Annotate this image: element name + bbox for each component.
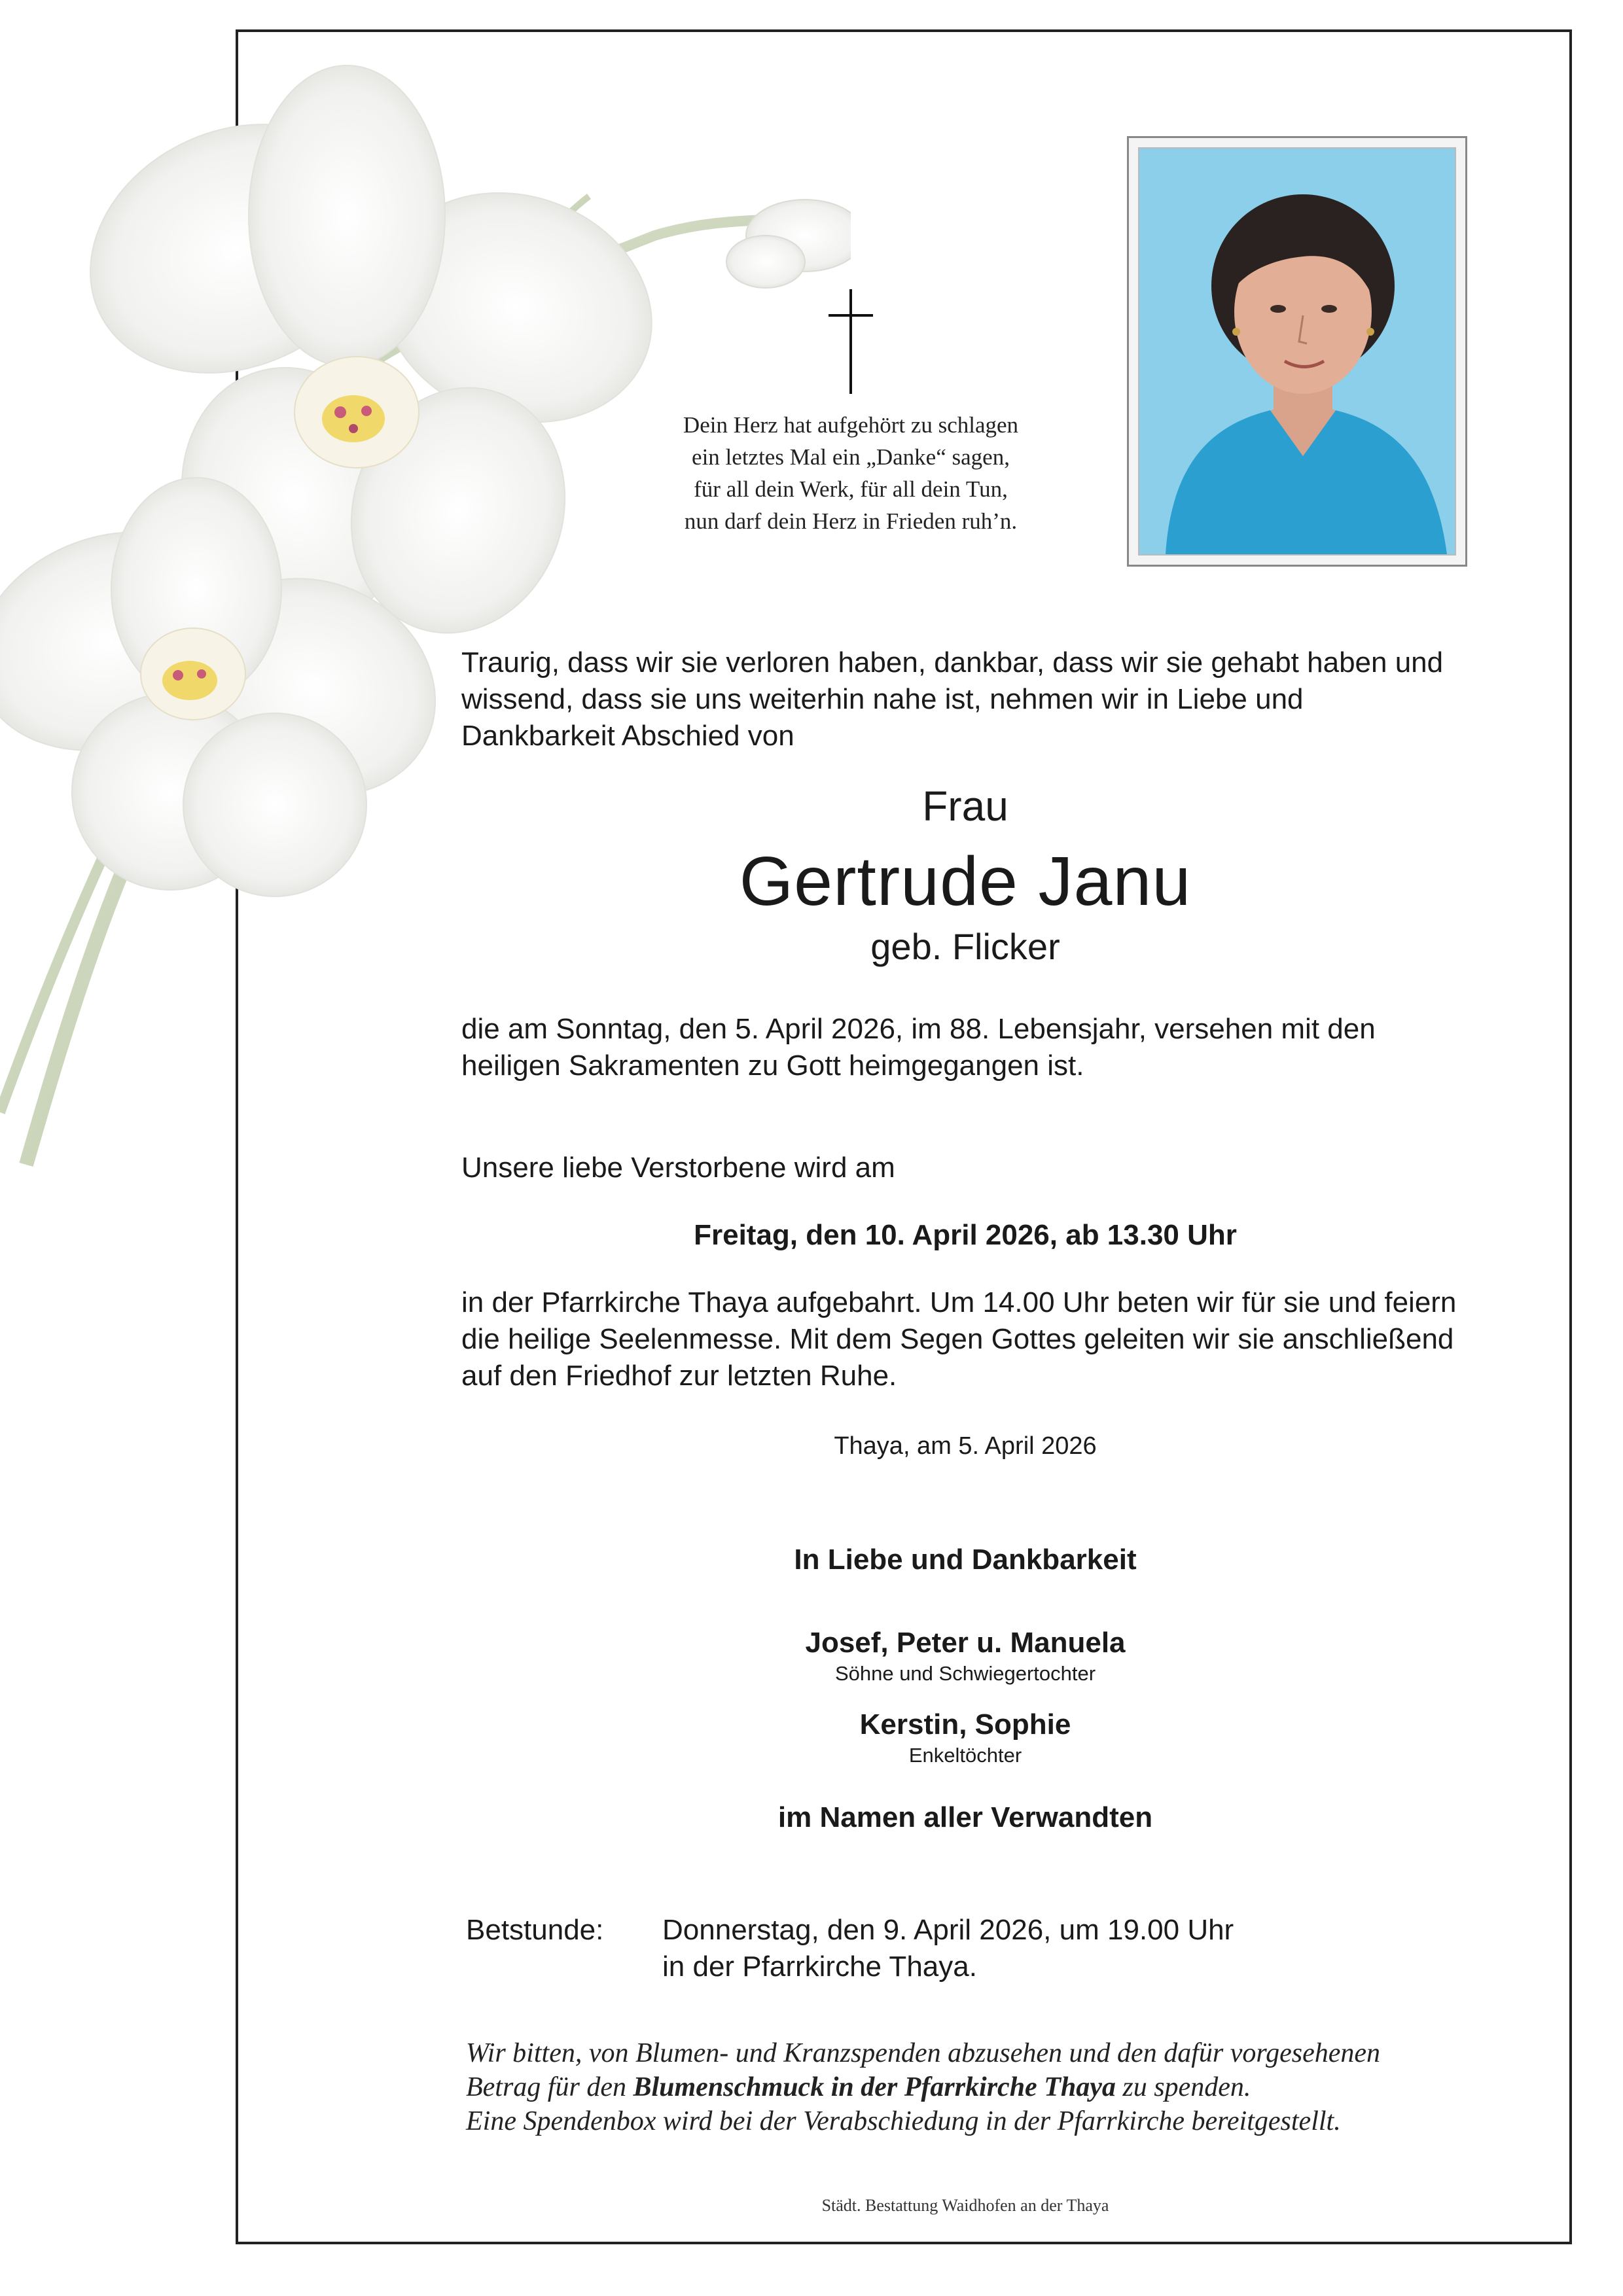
mourner-names: Kerstin, Sophie xyxy=(859,1708,1071,1740)
verse-line: nun darf dein Herz in Frieden ruh’n. xyxy=(684,508,1018,534)
viewing-line: die heilige Seelenmesse. Mit dem Segen Gottes geleiten wir sie anschließend xyxy=(461,1323,1454,1355)
intro-line: Dankbarkeit Abschied von xyxy=(461,720,794,752)
verse-line: Dein Herz hat aufgehört zu schlagen xyxy=(683,412,1019,438)
donation-line: Wir bitten, von Blumen- und Kranzspenden abzusehen und den dafür vorgesehenen xyxy=(466,2038,1381,2068)
portrait-frame xyxy=(1127,136,1467,567)
verse-line: ein letztes Mal ein „Danke“ sagen, xyxy=(692,444,1010,470)
funeral-home-credit: Städt. Bestattung Waidhofen an der Thaya xyxy=(821,2196,1109,2215)
prayer-line: in der Pfarrkirche Thaya. xyxy=(662,1951,977,1983)
viewing-paragraph xyxy=(461,1284,1469,1394)
mourner-names: Josef, Peter u. Manuela xyxy=(805,1627,1126,1659)
death-line: die am Sonntag, den 5. April 2026, im 88. Lebensjahr, versehen mit den xyxy=(461,1013,1376,1045)
intro-line: wissend, dass sie uns weiterhin nahe ist, nehmen wir in Liebe und xyxy=(461,683,1304,715)
donation-line: Eine Spendenbox wird bei der Verabschiedung in der Pfarrkirche bereitgestellt. xyxy=(466,2106,1341,2136)
mourner-role: Enkeltöchter xyxy=(908,1744,1022,1767)
prayer-line: Donnerstag, den 9. April 2026, um 19.00 Uhr xyxy=(662,1914,1234,1946)
deceased-name: Gertrude Janu xyxy=(739,843,1192,920)
viewing-line: in der Pfarrkirche Thaya aufgebahrt. Um 14.00 Uhr beten wir für sie und feiern xyxy=(461,1286,1457,1318)
intro-paragraph xyxy=(461,645,1469,754)
mourner-role: Söhne und Schwiegertochter xyxy=(834,1662,1096,1685)
cross-icon xyxy=(825,289,877,394)
intro-line: Traurig, dass wir sie verloren haben, dankbar, dass wir sie gehabt haben und xyxy=(461,646,1444,679)
prayer-details xyxy=(662,1912,1234,1985)
donation-text: Betrag für den xyxy=(466,2072,633,2102)
maiden-name: geb. Flicker xyxy=(870,926,1060,967)
mourners-closing: im Namen aller Verwandten xyxy=(777,1801,1153,1833)
donation-note xyxy=(466,2036,1474,2138)
donation-text: zu spenden. xyxy=(1115,2072,1251,2102)
viewing-intro: Unsere liebe Verstorbene wird am xyxy=(461,1152,895,1184)
death-paragraph xyxy=(461,1011,1469,1084)
portrait-photo xyxy=(1138,147,1456,556)
salutation: Frau xyxy=(922,783,1008,830)
death-line: heiligen Sakramenten zu Gott heimgegangen ist. xyxy=(461,1050,1084,1082)
place-date: Thaya, am 5. April 2026 xyxy=(834,1432,1097,1460)
memorial-verse xyxy=(609,409,1093,537)
mourners-heading: In Liebe und Dankbarkeit xyxy=(794,1544,1137,1576)
viewing-line: auf den Friedhof zur letzten Ruhe. xyxy=(461,1360,897,1392)
viewing-date-time: Freitag, den 10. April 2026, ab 13.30 Uhr xyxy=(694,1219,1237,1251)
verse-line: für all dein Werk, für all dein Tun, xyxy=(694,476,1008,502)
prayer-label: Betstunde: xyxy=(466,1914,604,1946)
donation-line xyxy=(466,2070,1474,2104)
donation-emphasis: Blumenschmuck in der Pfarrkirche Thaya xyxy=(633,2072,1116,2102)
